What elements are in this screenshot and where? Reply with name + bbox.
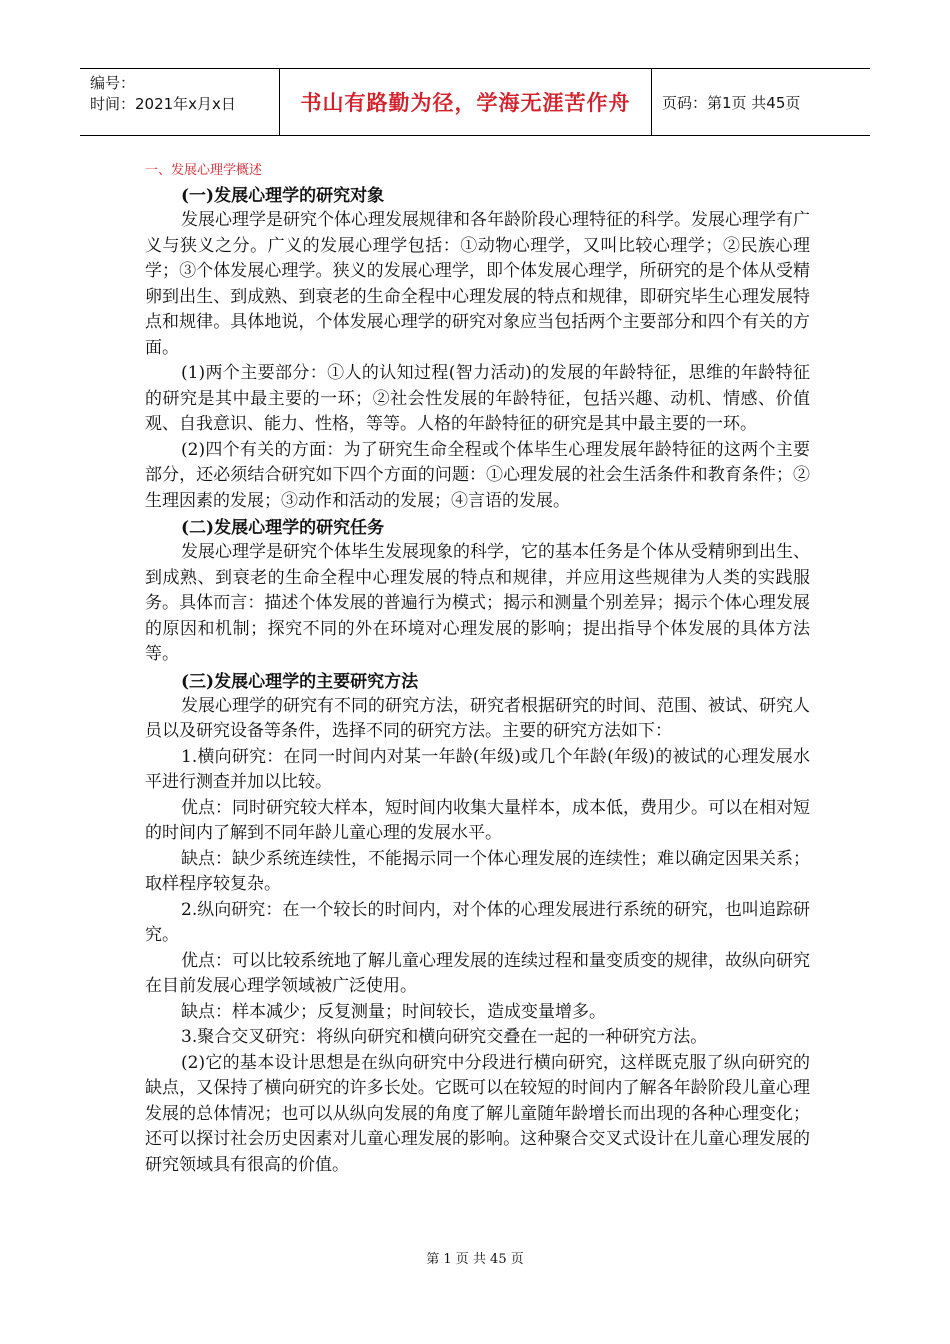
page-info: 页码：第1页 共45页 (662, 93, 801, 112)
section-heading: (一)发展心理学的研究对象 (181, 186, 385, 206)
paragraph: (2)它的基本设计思想是在纵向研究中分段进行横向研究，这样既克服了纵向研究的缺点，又保持了横向研究的许多长处。它既可以在较短的时间内了解各年龄阶段儿童心理发展的总体情况；也可以从纵向发展的角度了解儿童随年龄增长而出现的各种心理变化；还可以探讨社会历史因素对儿童心理发展的影响。这种聚合交叉式设计在儿童心理发展的研究领域具有很高的价值。 (145, 1052, 810, 1175)
paragraph: (2)四个有关的方面：为了研究生命全程或个体毕生心理发展年龄特征的这两个主要部分，还必须结合研究如下四个方面的问题：①心理发展的社会生活条件和教育条件；②生理因素的发展；③动作和活动的发展；④言语的发展。 (145, 439, 810, 511)
section-title: 一、发展心理学概述 (145, 163, 263, 178)
motto: 书山有路勤为径，学海无涯苦作舟 (300, 91, 631, 115)
paragraph: 缺点：缺少系统连续性，不能揭示同一个体心理发展的连续性；难以确定因果关系；取样程序较复杂。 (145, 848, 810, 894)
header-table (80, 68, 870, 136)
content-blocks (145, 184, 810, 1178)
paragraph: (1)两个主要部分：①人的认知过程(智力活动)的发展的年龄特征，思维的年龄特征的研究是其中最主要的一环；②社会性发展的年龄特征，包括兴趣、动机、情感、价值观、自我意识、能力、性格，等等。人格的年龄特征的研究是其中最主要的一环。 (145, 363, 810, 434)
header-meta (80, 69, 280, 135)
paragraph: 缺点：样本减少；反复测量；时间较长，造成变量增多。 (181, 1001, 606, 1022)
section-heading: (三)发展心理学的主要研究方法 (181, 671, 419, 692)
section-heading: (二)发展心理学的研究任务 (181, 518, 385, 538)
paragraph: 发展心理学是研究个体心理发展规律和各年龄阶段心理特征的科学。发展心理学有广义与狭义之分。广义的发展心理学包括：①动物心理学，又叫比较心理学；②民族心理学；③个体发展心理学。狭义的发展心理学，即个体发展心理学，所研究的是个体从受精卵到出生、到成熟、到衰老的生命全程中心理发展的特点和规律，即研究毕生心理发展特点和规律。具体地说，个体发展心理学的研究对象应当包括两个主要部分和四个有关的方面。 (145, 210, 810, 358)
header-motto-cell (280, 69, 652, 135)
paragraph: 发展心理学的研究有不同的研究方法，研究者根据研究的时间、范围、被试、研究人员以及研究设备等条件，选择不同的研究方法。主要的研究方法如下： (145, 695, 810, 741)
number-label: 编号： (90, 74, 136, 92)
paragraph: 优点：可以比较系统地了解儿童心理发展的连续过程和量变质变的规律，故纵向研究在目前发展心理学领域被广泛使用。 (145, 950, 810, 996)
paragraph: 发展心理学是研究个体毕生发展现象的科学，它的基本任务是个体从受精卵到出生、到成熟、到衰老的生命全程中心理发展的特点和规律，并应用这些规律为人类的实践服务。具体而言：描述个体发展的普遍行为模式；揭示和测量个别差异；揭示个体心理发展的原因和机制；探究不同的外在环境对心理发展的影响；提出指导个体发展的具体方法等。 (145, 542, 810, 664)
header-page-cell (652, 69, 870, 135)
paragraph: 3.聚合交叉研究：将纵向研究和横向研究交叠在一起的一种研究方法。 (181, 1027, 708, 1047)
paragraph: 2.纵向研究：在一个较长的时间内，对个体的心理发展进行系统的研究，也叫追踪研究。 (145, 899, 810, 945)
paragraph: 优点：同时研究较大样本，短时间内收集大量样本，成本低，费用少。可以在相对短的时间内了解到不同年龄儿童心理的发展水平。 (145, 797, 810, 843)
document-body (145, 160, 810, 1178)
paragraph: 1.横向研究：在同一时间内对某一年龄(年级)或几个年龄(年级)的被试的心理发展水平进行测查并加以比较。 (145, 746, 810, 792)
date-label: 时间：2021年x月x日 (90, 95, 236, 113)
page-footer: 第 1 页 共 45 页 (426, 1252, 524, 1267)
